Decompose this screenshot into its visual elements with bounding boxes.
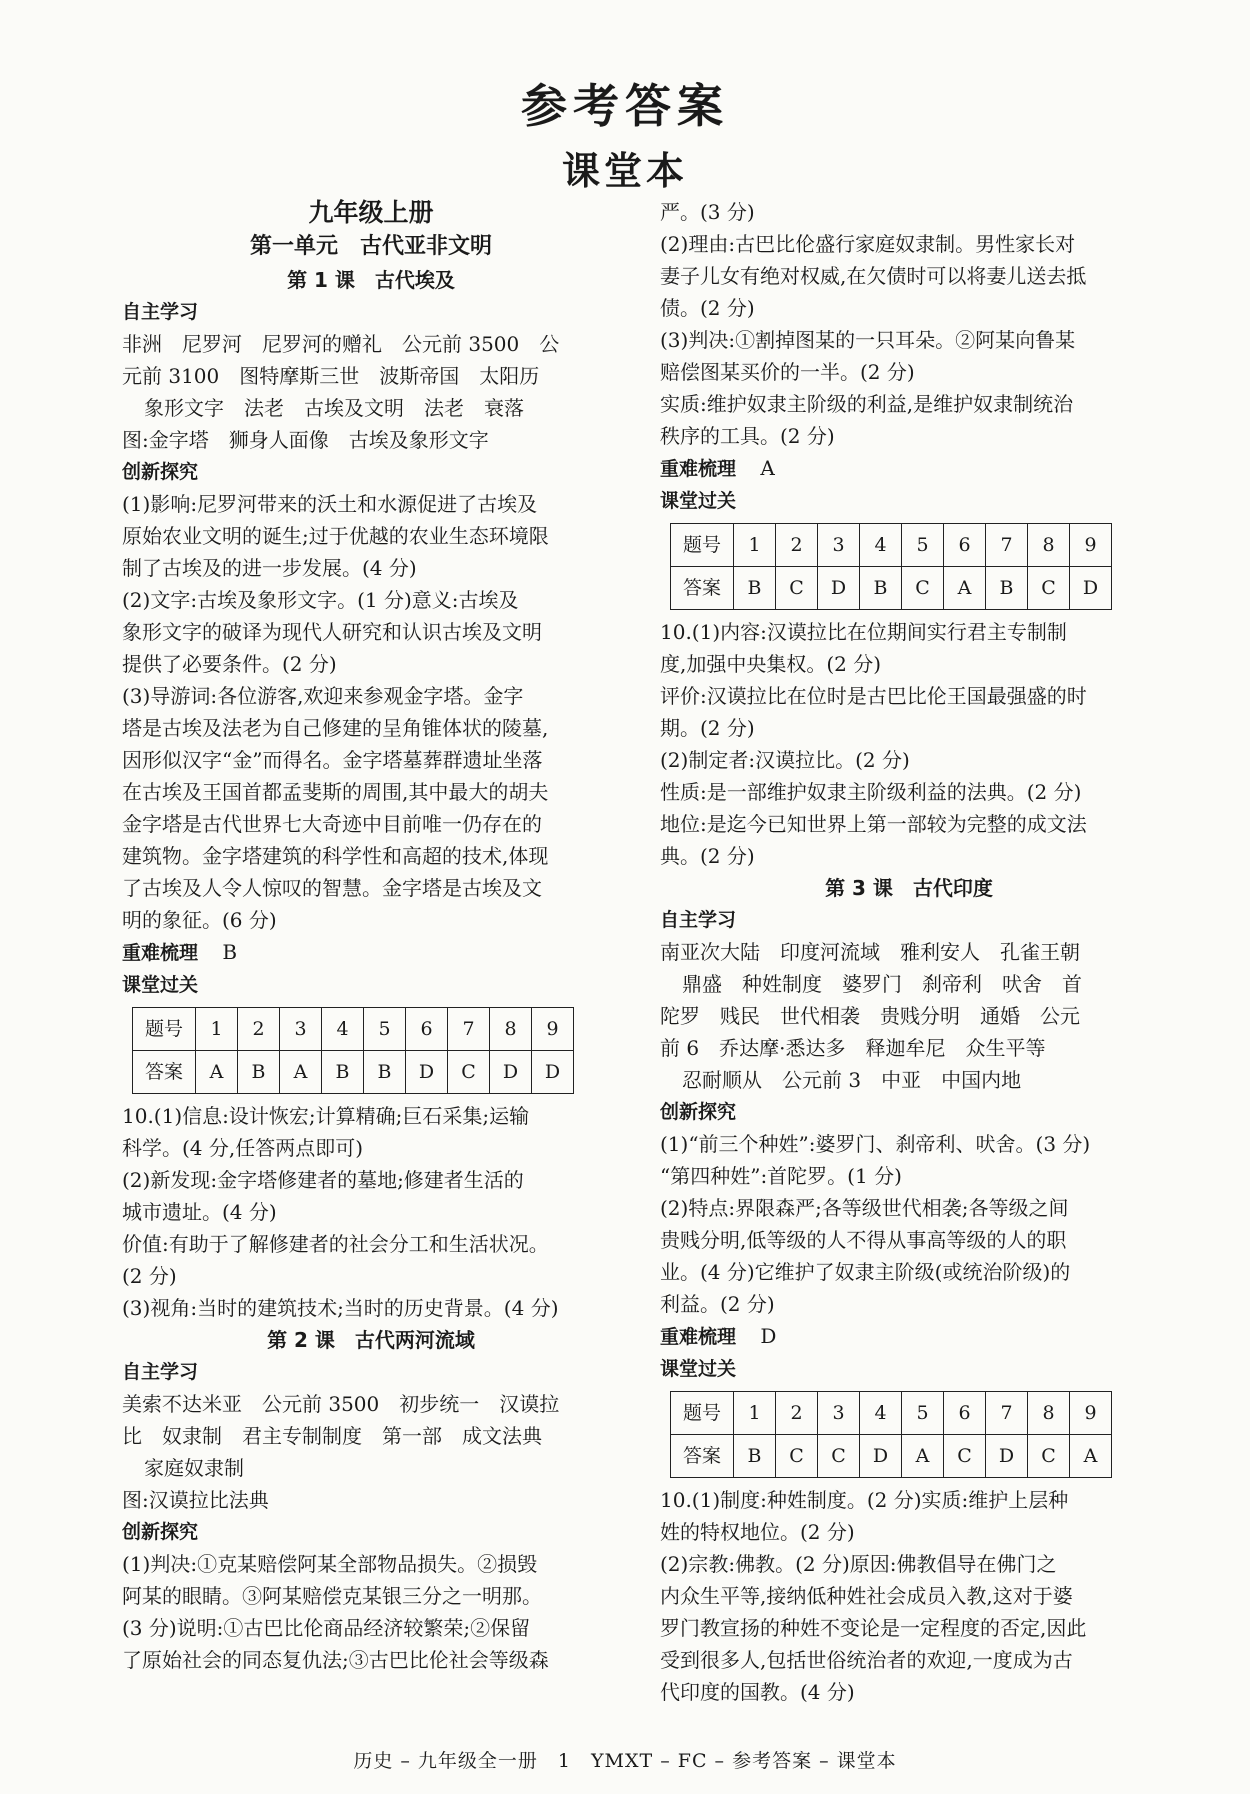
- section-heading: 自主学习: [122, 301, 199, 323]
- question-number: 1: [196, 1008, 238, 1051]
- answer-cell: B: [364, 1051, 406, 1094]
- answer-cell: D: [1070, 567, 1112, 610]
- text-line: 美索不达米亚 公元前 3500 初步统一 汉谟拉: [122, 1392, 560, 1416]
- text-line: 在古埃及王国首都孟斐斯的周围,其中最大的胡夫: [122, 780, 549, 804]
- text-line: (1)“前三个种姓”:婆罗门、刹帝利、吠舍。(3 分): [660, 1132, 1091, 1156]
- question-number: 5: [364, 1008, 406, 1051]
- answer-cell: D: [406, 1051, 448, 1094]
- text-line: 鼎盛 种姓制度 婆罗门 刹帝利 吠舍 首: [682, 972, 1082, 996]
- answer-cell: A: [280, 1051, 322, 1094]
- page-footer: 历史 – 九年级全一册 1 YMXT – FC – 参考答案 – 课堂本: [353, 1750, 897, 1772]
- section-heading: 重难梳理: [122, 942, 199, 964]
- text-line: 家庭奴隶制: [144, 1456, 244, 1480]
- section-heading: 创新探究: [122, 461, 199, 483]
- question-number: 4: [860, 1392, 902, 1435]
- question-number: 7: [986, 1392, 1028, 1435]
- answer-cell: C: [1028, 567, 1070, 610]
- text-line: 姓的特权地位。(2 分): [660, 1520, 855, 1544]
- section-heading: 创新探究: [660, 1101, 737, 1123]
- text-line: 城市遗址。(4 分): [122, 1200, 277, 1224]
- table-header-cell: 题号: [133, 1008, 196, 1051]
- question-number: 4: [860, 524, 902, 567]
- text-line: (3)视角:当时的建筑技术;当时的历史背景。(4 分): [122, 1296, 559, 1320]
- lesson-3-title: 第 3 课 古代印度: [825, 876, 993, 900]
- key-answer: B: [222, 940, 238, 964]
- text-line: 受到很多人,包括世俗统治者的欢迎,一度成为古: [660, 1648, 1073, 1672]
- text-line: 贵贱分明,低等级的人不得从事高等级的人的职: [660, 1228, 1067, 1252]
- answer-cell: D: [860, 1435, 902, 1478]
- text-line: 塔是古埃及法老为自己修建的呈角锥体状的陵墓,: [122, 716, 549, 740]
- answer-cell: C: [448, 1051, 490, 1094]
- key-points-row: [660, 1320, 1158, 1353]
- key-points-row: [122, 936, 620, 969]
- text-line: (2)特点:界限森严;各等级世代相袭;各等级之间: [660, 1196, 1069, 1220]
- answer-cell: C: [902, 567, 944, 610]
- text-line: 实质:维护奴隶主阶级的利益,是维护奴隶制统治: [660, 392, 1074, 416]
- answer-cell: A: [196, 1051, 238, 1094]
- question-number: 2: [776, 524, 818, 567]
- text-line: 金字塔是古代世界七大奇迹中目前唯一仍存在的: [122, 812, 542, 836]
- answer-table: [132, 1007, 574, 1094]
- answer-table: [670, 1391, 1112, 1478]
- answer-cell: A: [902, 1435, 944, 1478]
- answer-cell: C: [944, 1435, 986, 1478]
- answer-cell: D: [818, 567, 860, 610]
- text-line: 评价:汉谟拉比在位时是古巴比伦王国最强盛的时: [660, 684, 1087, 708]
- text-line: “第四种姓”:首陀罗。(1 分): [660, 1164, 902, 1188]
- text-line: 提供了必要条件。(2 分): [122, 652, 337, 676]
- question-number: 2: [238, 1008, 280, 1051]
- page-subtitle: 课堂本: [561, 149, 688, 193]
- question-number: 7: [986, 524, 1028, 567]
- lesson-1-title: 第 1 课 古代埃及: [287, 268, 455, 292]
- grade-heading: 九年级上册: [308, 198, 434, 227]
- text-line: (3)判决:①割掉图某的一只耳朵。②阿某向鲁某: [660, 328, 1076, 352]
- table-header-cell: 答案: [671, 1435, 734, 1478]
- text-line: 前 6 乔达摩·悉达多 释迦牟尼 众生平等: [660, 1036, 1046, 1060]
- text-line: (1)判决:①克某赔偿阿某全部物品损失。②损毁: [122, 1552, 538, 1576]
- text-line: 业。(4 分)它维护了奴隶主阶级(或统治阶级)的: [660, 1260, 1071, 1284]
- page-title: 参考答案: [521, 79, 729, 133]
- text-line: 内众生平等,接纳低种姓社会成员入教,这对于婆: [660, 1584, 1073, 1608]
- text-line: 利益。(2 分): [660, 1292, 775, 1316]
- text-line: 性质:是一部维护奴隶主阶级利益的法典。(2 分): [660, 780, 1082, 804]
- answer-cell: A: [944, 567, 986, 610]
- answer-cell: B: [734, 1435, 776, 1478]
- answer-cell: B: [322, 1051, 364, 1094]
- section-heading: 重难梳理: [660, 1326, 737, 1348]
- text-line: 代印度的国教。(4 分): [660, 1680, 855, 1704]
- text-line: 妻子儿女有绝对权威,在欠债时可以将妻儿送去抵: [660, 264, 1087, 288]
- text-line: 典。(2 分): [660, 844, 755, 868]
- answer-cell: D: [490, 1051, 532, 1094]
- section-heading: 创新探究: [122, 1521, 199, 1543]
- answer-cell: B: [860, 567, 902, 610]
- question-number: 9: [1070, 524, 1112, 567]
- text-line: 罗门教宣扬的种姓不变论是一定程度的否定,因此: [660, 1616, 1087, 1640]
- text-line: 严。(3 分): [660, 200, 755, 224]
- question-number: 9: [1070, 1392, 1112, 1435]
- answer-cell: C: [776, 1435, 818, 1478]
- text-line: (2)文字:古埃及象形文字。(1 分)意义:古埃及: [122, 588, 519, 612]
- text-line: (2)宗教:佛教。(2 分)原因:佛教倡导在佛门之: [660, 1552, 1057, 1576]
- question-number: 3: [818, 524, 860, 567]
- text-line: 非洲 尼罗河 尼罗河的赠礼 公元前 3500 公: [122, 332, 560, 356]
- key-answer: D: [760, 1324, 777, 1348]
- answer-cell: B: [986, 567, 1028, 610]
- text-line: (1)影响:尼罗河带来的沃土和水源促进了古埃及: [122, 492, 538, 516]
- right-column: [660, 196, 1158, 1708]
- table-header-cell: 题号: [671, 1392, 734, 1435]
- table-header-cell: 答案: [133, 1051, 196, 1094]
- text-line: (3 分)说明:①古巴比伦商品经济较繁荣;②保留: [122, 1616, 531, 1640]
- text-line: 10.(1)内容:汉谟拉比在位期间实行君主专制制: [660, 620, 1067, 644]
- question-number: 2: [776, 1392, 818, 1435]
- answer-cell: B: [734, 567, 776, 610]
- answer-cell: B: [238, 1051, 280, 1094]
- text-line: 陀罗 贱民 世代相袭 贵贱分明 通婚 公元: [660, 1004, 1080, 1028]
- text-line: 科学。(4 分,任答两点即可): [122, 1136, 364, 1160]
- question-number: 8: [1028, 524, 1070, 567]
- question-number: 4: [322, 1008, 364, 1051]
- text-line: 10.(1)制度:种姓制度。(2 分)实质:维护上层种: [660, 1488, 1069, 1512]
- text-line: 了原始社会的同态复仇法;③古巴比伦社会等级森: [122, 1648, 549, 1672]
- answer-cell: C: [776, 567, 818, 610]
- question-number: 3: [280, 1008, 322, 1051]
- question-number: 9: [532, 1008, 574, 1051]
- section-heading: 自主学习: [122, 1361, 199, 1383]
- text-line: 象形文字的破译为现代人研究和认识古埃及文明: [122, 620, 542, 644]
- text-line: 图:金字塔 狮身人面像 古埃及象形文字: [122, 428, 489, 452]
- table-header-cell: 题号: [671, 524, 734, 567]
- text-line: (2 分): [122, 1264, 177, 1288]
- section-heading: 课堂过关: [122, 974, 199, 996]
- text-line: 了古埃及人令人惊叹的智慧。金字塔是古埃及文: [122, 876, 542, 900]
- text-line: 比 奴隶制 君主专制制度 第一部 成文法典: [122, 1424, 542, 1448]
- text-line: 期。(2 分): [660, 716, 755, 740]
- text-line: 制了古埃及的进一步发展。(4 分): [122, 556, 417, 580]
- unit-heading: 第一单元 古代亚非文明: [249, 234, 492, 259]
- text-line: 赔偿图某买价的一半。(2 分): [660, 360, 915, 384]
- question-number: 6: [944, 1392, 986, 1435]
- text-line: (2)理由:古巴比伦盛行家庭奴隶制。男性家长对: [660, 232, 1076, 256]
- text-line: (2)制定者:汉谟拉比。(2 分): [660, 748, 910, 772]
- text-line: 价值:有助于了解修建者的社会分工和生活状况。: [122, 1232, 549, 1256]
- text-line: 因形似汉字“金”而得名。金字塔墓葬群遗址坐落: [122, 748, 543, 772]
- text-line: 象形文字 法老 古埃及文明 法老 衰落: [144, 396, 524, 420]
- question-number: 1: [734, 1392, 776, 1435]
- text-line: 10.(1)信息:设计恢宏;计算精确;巨石采集;运输: [122, 1104, 530, 1128]
- question-number: 6: [944, 524, 986, 567]
- text-line: (2)新发现:金字塔修建者的墓地;修建者生活的: [122, 1168, 524, 1192]
- section-heading: 重难梳理: [660, 458, 737, 480]
- answer-cell: C: [1028, 1435, 1070, 1478]
- text-line: 元前 3100 图特摩斯三世 波斯帝国 太阳历: [122, 364, 540, 388]
- answer-cell: D: [532, 1051, 574, 1094]
- text-line: 原始农业文明的诞生;过于优越的农业生态环境限: [122, 524, 549, 548]
- lesson-2-title: 第 2 课 古代两河流域: [267, 1328, 475, 1352]
- question-number: 6: [406, 1008, 448, 1051]
- left-column: [122, 196, 620, 1676]
- key-points-row: [660, 452, 1158, 485]
- text-line: 地位:是迄今已知世界上第一部较为完整的成文法: [660, 812, 1087, 836]
- question-number: 5: [902, 1392, 944, 1435]
- section-heading: 自主学习: [660, 909, 737, 931]
- text-line: 债。(2 分): [660, 296, 755, 320]
- text-line: 明的象征。(6 分): [122, 908, 277, 932]
- question-number: 7: [448, 1008, 490, 1051]
- question-number: 5: [902, 524, 944, 567]
- table-header-cell: 答案: [671, 567, 734, 610]
- text-line: 度,加强中央集权。(2 分): [660, 652, 882, 676]
- text-line: (3)导游词:各位游客,欢迎来参观金字塔。金字: [122, 684, 524, 708]
- text-line: 忍耐顺从 公元前 3 中亚 中国内地: [682, 1068, 1022, 1092]
- question-number: 3: [818, 1392, 860, 1435]
- answer-cell: A: [1070, 1435, 1112, 1478]
- question-number: 8: [490, 1008, 532, 1051]
- answer-cell: D: [986, 1435, 1028, 1478]
- answer-cell: C: [818, 1435, 860, 1478]
- question-number: 8: [1028, 1392, 1070, 1435]
- key-answer: A: [760, 456, 775, 480]
- text-line: 图:汉谟拉比法典: [122, 1488, 269, 1512]
- section-heading: 课堂过关: [660, 490, 737, 512]
- text-line: 建筑物。金字塔建筑的科学性和高超的技术,体现: [122, 844, 549, 868]
- text-line: 南亚次大陆 印度河流域 雅利安人 孔雀王朝: [660, 940, 1080, 964]
- question-number: 1: [734, 524, 776, 567]
- answer-table: [670, 523, 1112, 610]
- text-line: 阿某的眼睛。③阿某赔偿克某银三分之一明那。: [122, 1584, 542, 1608]
- section-heading: 课堂过关: [660, 1358, 737, 1380]
- text-line: 秩序的工具。(2 分): [660, 424, 835, 448]
